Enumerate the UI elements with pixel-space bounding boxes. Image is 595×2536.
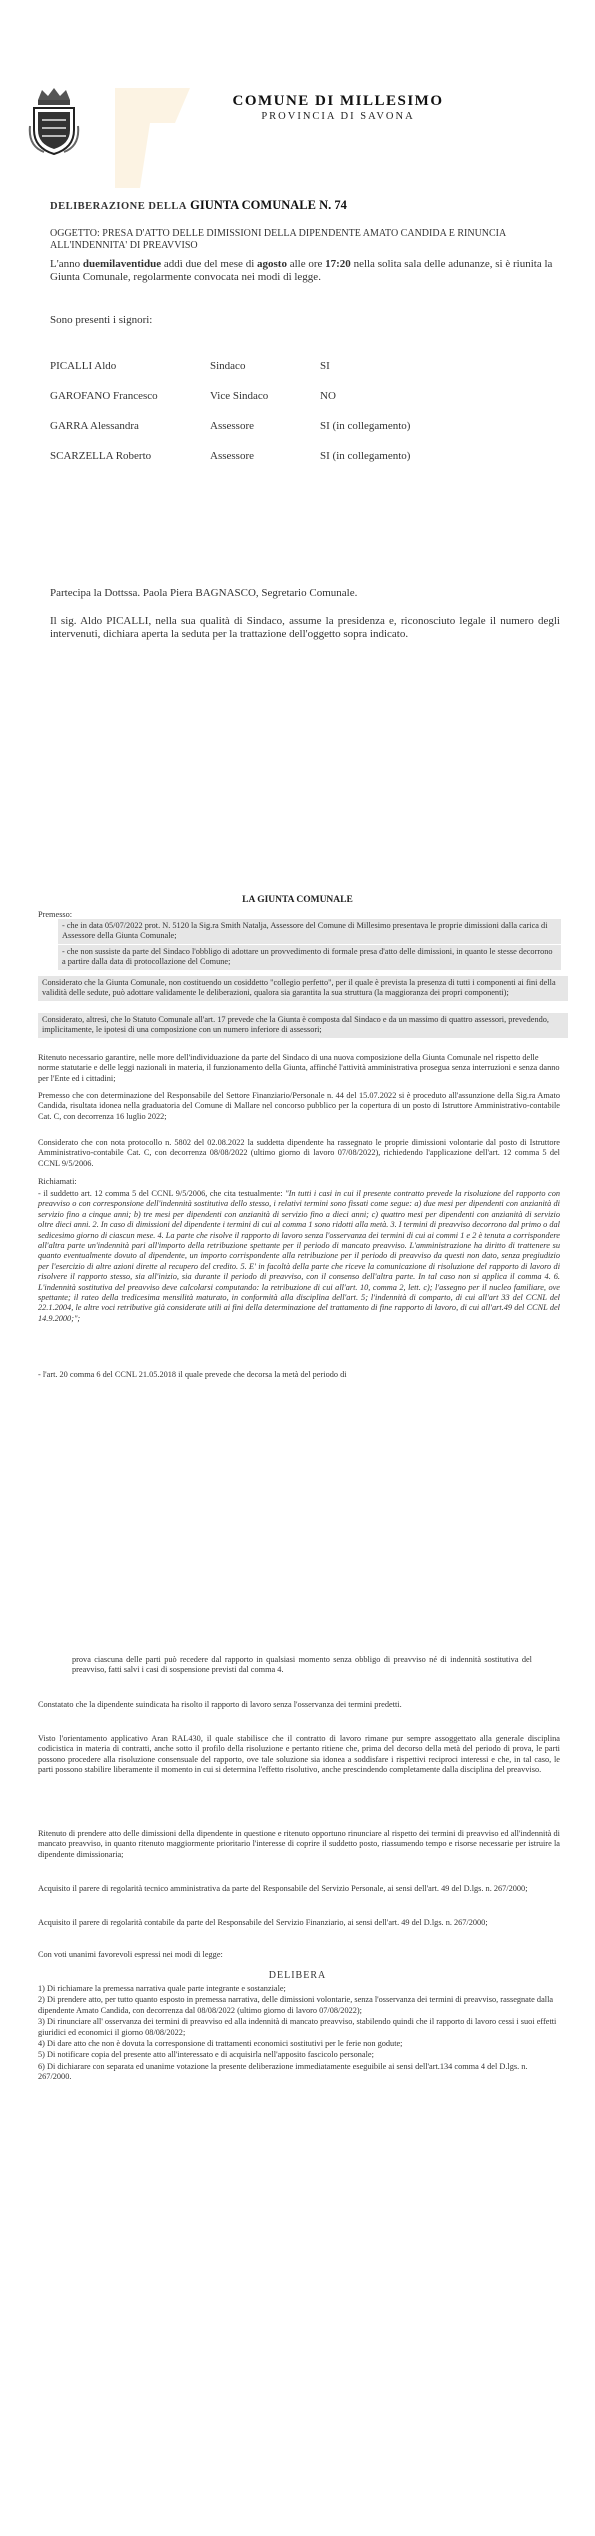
attendee-presence: NO xyxy=(320,390,336,402)
paragraph: Considerato che la Giunta Comunale, non costituendo un cosiddetto "collegio perfetto", per il quale è prevista la presenza di tutti i componenti ai fini della validità delle sedute, può adottare validamente le deliberazioni, qualora sia garantita la sua struttura (la maggioranza dei propri componenti); xyxy=(38,976,568,1001)
paragraph: Acquisito il parere di regolarità tecnico amministrativa da parte del Responsabile del Servizio Personale, ai sensi dell'art. 49 del D.lgs. n. 267/2000; xyxy=(38,1884,528,1893)
table-row xyxy=(50,439,480,469)
paragraph: - l'art. 20 comma 6 del CCNL 21.05.2018 il quale prevede che decorsa la metà del periodo di xyxy=(38,1370,347,1379)
paragraph: Premesso che con determinazione del Responsabile del Settore Finanziario/Personale n. 44 del 15.07.2022 si è proceduto all'assunzione della Sig.ra Amato Candida, risultata idonea nella graduatoria del Comune di Mallare nel concorso pubblico per la copertura di un posto di Istruttore Amministrativo-contabile Cat. C, con decorrenza 16 luglio 2022; xyxy=(38,1091,560,1121)
table-row xyxy=(50,409,480,439)
crest-icon xyxy=(28,86,80,156)
delibera-heading: DELIBERA xyxy=(268,1970,327,1981)
intro-text-4: nella solita sala delle adunanze, si è riunita la Giunta Comunale, regolarmente convocata nei modi di legge. xyxy=(50,258,553,283)
delibera-della: DELLA xyxy=(148,201,188,212)
paragraph: Constatato che la dipendente suindicata ha risolto il rapporto di lavoro senza l'osservanza dei termini predetti. xyxy=(38,1700,402,1709)
delibera-number: N. 74 xyxy=(319,198,347,212)
intro-time: 17:20 xyxy=(325,258,351,270)
attendee-role: Vice Sindaco xyxy=(210,390,269,402)
attendee-presence: SI (in collegamento) xyxy=(320,450,411,462)
citation-text: "In tutti i casi in cui il presente contratto prevede la risoluzione del rapporto con preavviso o con corresponsione dell'indennità sostitutiva dello stesso, i relativi termini sono fissati come segue: a) due mesi per dipendenti con anzianità di servizio fino a cinque anni; b) tre mesi per dipendenti con anzianità di servizio fino a dieci anni; c) quattro mesi per dipendenti con anzianità di servizio oltre dieci anni. 2. In caso di dimissioni del dipendente i termini di cui al comma 1 sono ridotti alla metà. 3. I termini di preavviso decorrono dal primo o dal sedicesimo giorno di ciascun mese. 4. La parte che risolve il rapporto di lavoro senza l'osservanza dei termini di cui ai commi 1 e 2 è tenuta a corrispondere all'altra parte un'indennità pari all'importo della retribuzione spettante per il periodo di mancato preavviso. L'amministrazione ha diritto di trattenere su quanto eventualmente dovuto al dipendente, un importo corrispondente alla retribuzione per il periodo di preavviso da questi non dato, senza pregiudizio per l'esercizio di altre azioni dirette al recupero del credito. 5. E' in facoltà della parte che riceve la comunicazione di risoluzione del rapporto di lavoro di risolvere il rapporto stesso, sia all'inizio, sia durante il periodo di preavviso, con il consenso dell'altra parte. In tal caso non si applica il comma 4. 6. L'indennità sostitutiva del preavviso deve calcolarsi computando: la retribuzione di cui all'art. 10, comma 2, lett. c); l'assegno per il nucleo familiare, ove spettante; il rateo della tredicesima mensilità maturato, in conformità alla disciplina dell'art. 5; l'indennità di comparto, di cui all'art 33 del CCNL del 22.1.2004, le altre voci retributive già considerate utili ai fini della determinazione del trattamento di fine rapporto di lavoro, di cui all'art.49 del CCNL del 14.9.2000;"; xyxy=(38,1189,561,1323)
intro-text-1: L'anno xyxy=(50,258,83,270)
delibera-list xyxy=(38,1984,560,2084)
paragraph: Ritenuto di prendere atto delle dimissioni della dipendente in questione e ritenuto opportuno rinunciare al rispetto dei termini di preavviso ed all'indennità di mancato preavviso, in quanto ritenuto maggiormente prioritario l'interesse di coprire il suddetto posto, riassumendo tempo e risorse necessarie per istruire la dipendente dimissionaria; xyxy=(38,1829,560,1859)
bullet-text: che non sussiste da parte del Sindaco l'obbligo di adottare un provvedimento di formale presa d'atto delle dimissioni, in quanto le stesse decorrono a partire dalla data di protocollazione del Comune; xyxy=(62,947,553,967)
bullet-text: che in data 05/07/2022 prot. N. 5120 la Sig.ra Smith Natalja, Assessore del Comune di Millesimo presentava le proprie dimissioni dalla carica di Assessore della Giunta Comunale; xyxy=(62,921,548,941)
org-name: COMUNE DI MILLESIMO xyxy=(232,93,444,109)
attendee-name: GARRA Alessandra xyxy=(50,420,139,432)
table-row xyxy=(50,360,480,379)
org-subtitle: PROVINCIA DI SAVONA xyxy=(261,111,415,122)
intro-month: agosto xyxy=(257,258,287,270)
list-item: 4) Di dare atto che non è dovuta la corresponsione di trattamenti economici sostitutivi per le ferie non godute; xyxy=(38,2039,403,2049)
attendee-presence: SI (in collegamento) xyxy=(320,420,411,432)
list-item: - che in data 05/07/2022 prot. N. 5120 la Sig.ra Smith Natalja, Assessore del Comune di Millesimo presentava le proprie dimissioni dalla carica di Assessore della Giunta Comunale; xyxy=(58,919,561,944)
deliberation-title xyxy=(50,198,347,213)
subject-line: OGGETTO: PRESA D'ATTO DELLE DIMISSIONI DELLA DIPENDENTE AMATO CANDIDA E RINUNCIA ALL'INDENNITA' DI PREAVVISO xyxy=(50,228,506,251)
attendee-role: Assessore xyxy=(210,450,254,462)
paragraph: prova ciascuna delle parti può recedere dal rapporto in qualsiasi momento senza obbligo di preavviso né di indennità sostitutiva del preavviso, fatti salvi i casi di sospensione previsti dal comma 4. xyxy=(72,1655,532,1675)
paragraph: Con voti unanimi favorevoli espressi nei modi di legge: xyxy=(38,1950,223,1959)
citation-paragraph xyxy=(38,1189,560,1324)
attendee-name: PICALLI Aldo xyxy=(50,360,117,372)
meeting-intro xyxy=(50,258,560,284)
paragraph: Considerato che con nota protocollo n. 5802 del 02.08.2022 la suddetta dipendente ha rassegnato le proprie dimissioni volontarie dal posto di Istruttore Amministrativo-contabile Cat. C, con decorrenza 08/08/2022 (ultimo giorno di lavoro 07/08/2022), richiedendo l'applicazione dell'art. 12 comma 5 del CCNL 9/5/2006. xyxy=(38,1138,560,1168)
list-item: 6) Di dichiarare con separata ed unanime votazione la presente deliberazione immediatamente eseguibile ai sensi dell'art.134 comma 4 del D.lgs. n. 267/2000. xyxy=(38,2061,528,2082)
paragraph: Visto l'orientamento applicativo Aran RAL430, il quale stabilisce che il contratto di lavoro rimane pur sempre assoggettato alla generale disciplina codicistica in materia di contratti, anche sotto il profilo della risoluzione e pertanto ritiene che, prima del decorso della metà del periodo di prova, le parti possono procedere alla risoluzione consensuale del rapporto, ove tale soluzione sia idonea a soddisfare i rispettivi reciproci interessi e che, in tal caso, le parti possono stabilire liberamente il momento in cui si determina l'effetto risolutivo, anche prescindendo completamente dalla disciplina del preavviso. xyxy=(38,1734,560,1775)
list-item: 1) Di richiamare la premessa narrativa quale parte integrante e sostanziale; xyxy=(38,1984,286,1993)
delibera-organ: GIUNTA COMUNALE xyxy=(190,198,316,212)
paragraph: Considerato, altresì, che lo Statuto Comunale all'art. 17 prevede che la Giunta è composta dal Sindaco e da un massimo di quattro assessori, prevedendo, implicitamente, le ipotesi di una composizione con un numero inferiore di assessori; xyxy=(38,1013,568,1038)
attendee-name: SCARZELLA Roberto xyxy=(50,450,152,462)
list-item: 3) Di rinunciare all' osservanza dei termini di preavviso ed alla indennità di mancato preavviso, stabilendo quindi che il rapporto di lavoro cessi i suoi effetti giuridici ed economici il giorno 08/08/2022; xyxy=(38,2017,557,2037)
attendee-presence: SI xyxy=(320,360,330,372)
attendee-name: GAROFANO Francesco xyxy=(50,390,158,402)
attendance-table xyxy=(50,360,480,469)
mayor-opening: Il sig. Aldo PICALLI, nella sua qualità di Sindaco, assume la presidenza e, riconosciuto legale il numero degli intervenuti, dichiara aperta la seduta per la trattazione dell'oggetto sopra indicato. xyxy=(50,615,560,640)
attendee-role: Assessore xyxy=(210,420,254,432)
intro-year: duemilaventidue xyxy=(82,258,162,270)
section-heading: LA GIUNTA COMUNALE xyxy=(242,895,353,905)
list-item: 5) Di notificare copia del presente atto all'interessato e di acquisirla nell'apposito fascicolo personale; xyxy=(38,2050,374,2060)
attendee-role: Sindaco xyxy=(210,360,246,372)
richiamati-label: Richiamati: xyxy=(38,1177,77,1186)
premesso-label: Premesso: xyxy=(38,910,73,919)
citation-prefix: - il suddetto art. 12 comma 5 del CCNL 9/5/2006, che cita testualmente: xyxy=(38,1189,286,1198)
paragraph: Ritenuto necessario garantire, nelle more dell'individuazione da parte del Sindaco di una nuova composizione della Giunta Comunale nel rispetto delle norme statutarie e delle leggi nazionali in materia, il funzionamento della Giunta, affinché l'attività amministrativa prosegua senza interruzioni e senza danno per l'Ente ed i cittadini; xyxy=(38,1053,560,1083)
list-item: 2) Di prendere atto, per tutto quanto esposto in premessa narrativa, delle dimissioni volontarie, senza l'osservanza dei termini di preavviso, rassegnate dalla dipendente Amato Candida, con decorrenza dal 08/08/2022 (ultimo giorno di lavoro 07/08/2022); xyxy=(38,1995,554,2015)
secretary-line: Partecipa la Dottssa. Paola Piera BAGNASCO, Segretario Comunale. xyxy=(50,587,358,599)
list-item: - che non sussiste da parte del Sindaco l'obbligo di adottare un provvedimento di formale presa d'atto delle dimissioni, in quanto le stesse decorrono a partire dalla data di protocollazione del Comune; xyxy=(58,945,561,970)
intro-text-3: alle ore xyxy=(286,258,326,270)
delibera-prefix: DELIBERAZIONE xyxy=(50,201,146,212)
intro-text-2: addì due del mese di xyxy=(161,258,257,270)
attendees-label: Sono presenti i signori: xyxy=(50,314,153,326)
paragraph: Acquisito il parere di regolarità contabile da parte del Responsabile del Servizio Finanziario, ai sensi dell'art. 49 del D.lgs. n. 267/2000; xyxy=(38,1918,488,1927)
table-row xyxy=(50,379,480,409)
